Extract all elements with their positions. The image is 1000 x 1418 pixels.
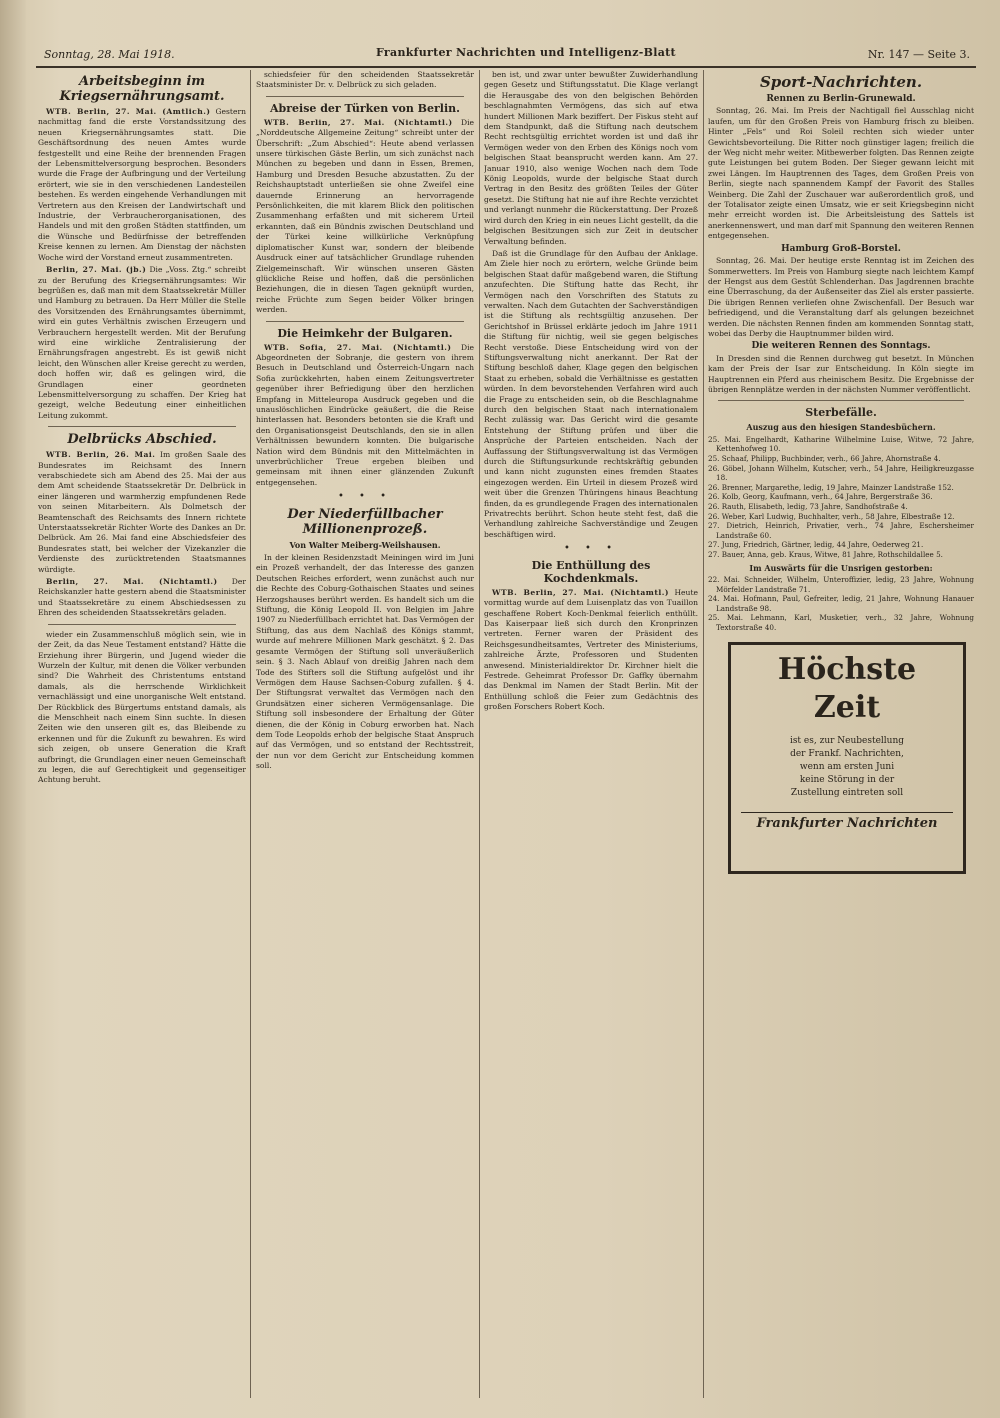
article-title: Arbeitsbeginn im Kriegsernährungsamt.	[59, 74, 225, 104]
section-title: Sterbefälle.	[805, 406, 877, 420]
masthead-page-number: Nr. 147 — Seite 3.	[867, 48, 970, 61]
death-notice-entry: 27. Dietrich, Heinrich, Privatier, verh., 74 Jahre, Eschersheimer Landstraße 60.	[708, 521, 974, 540]
section-ornament: • • •	[563, 543, 619, 555]
article-body	[256, 118, 474, 316]
article-text: schiedsfeier für den scheidenden Staatssekretär Staatsminister Dr. v. Delbrück zu sich geladen.	[256, 70, 474, 90]
article-text: Die „Norddeutsche Allgemeine Zeitung“ schreibt unter der Überschrift: „Zum Abschied“: Heute abend verlassen unsere türkischen Gäste Berlin, um sich zunächst nach München zu begeben und dann in Essen, Bremen, Hamburg und Dresden Besuche abzustatten. Zu der Reichshauptstadt unterließen sie ohne Zweifel eine dauernde Erinnerung an hervorragende Persönlichkeiten, die mit klarem Blick den politischen Zusammenhang erfaßten und mit sicherem Urteil erkannten, daß ein Bündnis zwischen Deutschland und der Türkei keine willkürliche Verknüpfung diplomatischer Kunst war, sondern der bleibende Ausdruck einer auf tatsächlicher Grundlage ruhenden Zielgemeinschaft. Wir wünschen unseren Gästen glückliche Reise und hoffen, daß die persönlichen Beziehungen, die in diesen Tagen geknüpft wurden, reiche Früchte zum Segen beider Völker bringen werden.	[256, 117, 474, 315]
ad-text-line: wenn am ersten Juni	[799, 762, 895, 773]
death-notice-entry: 25. Schaaf, Philipp, Buchbinder, verh., 66 Jahre, Ahornstraße 4.	[708, 453, 941, 463]
masthead-date: Sonntag, 28. Mai 1918.	[44, 48, 175, 61]
article-text: Sonntag, 26. Mai. Der heutige erste Renntag ist im Zeichen des Sommerwetters. Im Preis von Hamburg siegte nach leichtem Kampf der Hengst aus dem Gestüt Schlenderhan. Das Jagdrennen brachte eine Überraschung, da der Außenseiter das Ziel als erster passierte. Die übrigen Rennen verliefen ohne Zwischenfall. Der Besuch war befriedigend, und die Veranstaltung darf als gelungen bezeichnet werden. Die nächsten Rennen finden am kommenden Sonntag statt, wobei das Derby die Hauptnummer bilden wird.	[708, 256, 974, 338]
article-dateline: WTB. Sofia, 27. Mai. (Nichtamtl.)	[264, 342, 452, 352]
masthead-title: Frankfurter Nachrichten und Intelligenz-Blatt	[376, 46, 676, 59]
death-notice-entry: 26. Göbel, Johann Wilhelm, Kutscher, verh., 54 Jahre, Heiligkreuzgasse 18.	[708, 463, 974, 483]
death-notice-entry: 26. Weber, Karl Ludwig, Buchhalter, verh., 58 Jahre, Elbestraße 12.	[708, 511, 955, 521]
article-body	[38, 107, 246, 263]
article-dateline: Berlin, 27. Mai. (Nichtamtl.)	[46, 577, 218, 587]
article-text: Die „Voss. Ztg.“ schreibt zu der Berufung des Kriegsernährungsamtes: Wir begrüßen es, daß man mit dem Staatssekretär Müller und Hamburg zu betrauen. Da Herr Müller die Stelle des Vorsitzenden des Ernährungsamtes übernimmt, wird ein gutes Verhältnis zwischen Erzeugern und Verbrauchern hergestellt werden. Mit der Berufung wird eine wirkliche Zentralisierung der Ernährungsfragen angestrebt. Es ist gewiß nicht leicht, den Wünschen aller Kreise gerecht zu werden, doch hoffen wir, daß es gelingen wird, die Grundlagen einer geordneten Lebensmittelversorgung zu schaffen. Der Krieg hat gezeigt, welche Bedeutung einer einheitlichen Leitung zukommt.	[38, 265, 246, 420]
article-text: In Dresden sind die Rennen durchweg gut besetzt. In München kam der Preis der Isar zur Entscheidung. In Köln siegte im Hauptrennen ein Pferd aus rheinischem Besitz. Die Ergebnisse der übrigen Rennplätze werden in der nächsten Nummer veröffentlicht.	[708, 353, 974, 394]
article-text: Sonntag, 26. Mai. Im Preis der Nachtigall fiel Ausschlag nicht laufen, um für den Großen Preis von Hamburg frisch zu bleiben. Hinter „Fels“ und Roi Soleil rechten sich wieder unter Gewichtsbevorteilung. Die Ritter noch günstiger lagen; freilich die der Weg nicht mehr weiter. Mitbewerber folgten. Das Rennen zeigte gute Leistungen bei gutem Boden. Der Sieger gewann leicht mit zwei Längen. Im Hauptrennen des Tages, dem Großen Preis von Berlin, siegte nach spannendem Kampf der Favorit des Stalles Weinberg. Die Zahl der Zuschauer war außerordentlich groß, und der Totalisator zeigte einen Umsatz, wie er seit Kriegsbeginn nicht mehr erreicht worden ist. Die Arbeitsleistung des Sattels ist anerkennenswert, und man darf mit Spannung den weiteren Rennen entgegensehen.	[708, 106, 974, 241]
column-4	[708, 70, 974, 1398]
page-fold-shadow	[0, 0, 26, 1418]
article-body	[256, 343, 474, 489]
ad-title: Höchste Zeit	[777, 652, 917, 726]
death-notice-entry: 24. Mai. Hofmann, Paul, Gefreiter, ledig, 21 Jahre, Wohnung Hanauer Landstraße 98.	[708, 594, 974, 613]
death-notice-entry: 26. Brenner, Margarethe, ledig, 19 Jahre, Mainzer Landstraße 152.	[708, 482, 954, 492]
article-dateline: WTB. Berlin, 27. Mai. (Nichtamtl.)	[264, 117, 453, 127]
article-title: Abreise der Türken von Berlin.	[270, 101, 460, 115]
section-title: Sport-Nachrichten.	[759, 73, 923, 91]
article-title: Delbrücks Abschied.	[67, 432, 217, 448]
article-text: Daß ist die Grundlage für den Aufbau der Anklage. Am Ziele hier noch zu erörtern, welche Gründe beim belgischen Staat dafür maßgebend waren, die Stiftung anzufechten. Die Stiftung hatte das Recht, ihr Vermögen nach den Vorschriften des Statuts zu verwalten. Nach dem Gutachten der Sachverständigen ist die Stiftung als rechtsgültig anzusehen. Der Gerichtshof in Brüssel erklärte jedoch im Jahre 1911 die Stiftung für nichtig, weil sie gegen belgisches Recht verstoße. Diese Entscheidung wird von der Stiftungsverwaltung nicht anerkannt. Der Rat der Stiftung beschloß daher, Klage gegen den belgischen Staat zu erheben, sobald die Verhältnisse es gestatten würden. In dem bevorstehenden Verfahren wird auch die Frage zu entscheiden sein, ob die Beschlagnahme durch den belgischen Staat nach internationalem Recht zulässig war. Das Gericht wird die gesamte Entstehung der Stiftung prüfen und über die Ansprüche der Parteien entscheiden. Nach der Auffassung der Stiftungsverwaltung ist das Vermögen durch die Stiftungsurkunde rechtskräftig gebunden und kann nicht zugunsten eines fremden Staates eingezogen werden. Ein Urteil in diesem Prozeß wird weit über die Grenzen Thüringens hinaus Beachtung finden, da es grundlegende Fragen des internationalen Privatrechts berührt. Schon heute steht fest, daß die Verhandlung zahlreiche Sachverständige und Zeugen beschäftigen wird.	[484, 248, 698, 539]
ad-text-line: ist es, zur Neubestellung	[789, 736, 905, 747]
article-dateline: WTB. Berlin, 27. Mai. (Amtlich.)	[46, 107, 211, 116]
article-text: In der kleinen Residenzstadt Meiningen wird im Juni ein Prozeß verhandelt, der das Interesse des ganzen Deutschen Reiches erfordert, wenn zunächst auch nur die Rechte des Coburg-Gothaischen Staates und seines Herzogshauses berührt werden. Es handelt sich um die Stiftung, die König Leopold II. von Belgien im Jahre 1907 zu Niederfüllbach errichtet hat. Das Vermögen der Stiftung, das aus dem Nachlaß des Königs stammt, wurde auf mehrere Millionen Mark geschätzt. § 2. Das gesamte Vermögen der Stiftung soll unveräußerlich sein. § 3. Nach Ablauf von dreißig Jahren nach dem Tode des Stifters soll die Stiftung aufgelöst und ihr Vermögen dem Hause Sachsen-Coburg zufallen. § 4. Der Stiftungsrat verwaltet das Vermögen nach den Grundsätzen einer sicheren Vermögensanlage. Die Stiftung soll insbesondere der Erhaltung der Güter dienen, die der König in Coburg erworben hat. Nach dem Tode Leopolds erhob der belgische Staat Anspruch auf das Vermögen, und so entstand der Rechtsstreit, der nun vor dem Gericht zur Entscheidung kommen soll.	[256, 553, 474, 771]
divider	[266, 96, 464, 97]
divider	[266, 321, 464, 322]
column-1	[38, 70, 246, 1398]
masthead	[36, 44, 976, 68]
article-subtitle: Hamburg Groß-Borstel.	[781, 243, 901, 254]
article-title: Die Heimkehr der Bulgaren.	[277, 326, 453, 340]
column-rule	[479, 70, 480, 1398]
article-text: Die Abgeordneten der Sobranje, die gestern von ihrem Besuch in Deutschland und Österreich-Ungarn nach Sofia zurückkehrten, haben einem Zeitungsvertreter gegenüber ihrer Befriedigung über den herzlichen Empfang in Mitteleuropa Ausdruck gegeben und die unauslöschlichen Eindrücke geäußert, die die Reise hinterlassen hat. Besonders betonten sie die Kraft und den Organisationsgeist Deutschlands, den sie in allen Verhältnissen bewundern konnten. Die bulgarische Nation wird dem Bündnis mit den Mittelmächten in unverbrüchlicher Treue ergeben bleiben und gemeinsam mit ihnen einer glänzenden Zukunft entgegensehen.	[256, 342, 474, 487]
subscription-advertisement	[728, 642, 966, 874]
article-body	[38, 265, 246, 421]
column-3	[484, 70, 698, 1398]
death-notice-entry: 27. Jung, Friedrich, Gärtner, ledig, 44 Jahre, Oederweg 21.	[708, 540, 924, 550]
article-dateline: WTB. Berlin, 27. Mai. (Nichtamtl.)	[492, 587, 669, 597]
death-notices-list	[708, 575, 974, 633]
article-title: Der Niederfüllbacher Millionenprozeß.	[287, 506, 443, 537]
column-2	[256, 70, 474, 1398]
article-body	[38, 577, 246, 619]
article-text: Im großen Saale des Bundesrates im Reichsamt des Innern verabschiedete sich am Abend des 25. Mai der aus dem Amt scheidende Staatssekretär Dr. Delbrück in einer längeren und warmherzig empfundenen Rede von seinen Mitarbeitern. Als Dolmetsch der Beamtenschaft des Reichsamts des Innern richtete Unterstaatssekretär Richter Worte des Dankes an Dr. Delbrück. Am 26. Mai fand eine Abschiedsfeier des Bundesrates statt, bei welcher der Vizekanzler die Verdienste des zurücktretenden Staatsmannes würdigte.	[38, 450, 246, 574]
death-notice-entry: 27. Bauer, Anna, geb. Kraus, Witwe, 81 Jahre, Rothschildallee 5.	[708, 549, 943, 559]
ad-text-line: keine Störung in der	[799, 775, 895, 786]
article-body	[484, 588, 698, 713]
article-text: ben ist, und zwar unter bewußter Zuwiderhandlung gegen Gesetz und Stiftungsstatut. Die Klage verlangt die Herausgabe des von den belgischen Behörden beschlagnahmten Vermögens, das sich auf etwa hundert Millionen Mark beziffert. Der Fiskus steht auf dem Standpunkt, daß die Stiftung nach deutschem Recht rechtsgültig errichtet worden ist und daß ihr Vermögen weder von den Erben des Königs noch vom belgischen Staat beansprucht werden kann. Am 27. Januar 1910, also wenige Wochen nach dem Tode König Leopolds, wurde der belgische Staat durch Vertrag in den Besitz des größten Teiles der Güter gesetzt. Die Stiftung hat nie auf ihre Rechte verzichtet und verlangt nunmehr die Rückerstattung. Der Prozeß wird durch den Krieg in ein neues Licht gestellt, da die belgischen Besitzungen sich zur Zeit in deutscher Verwaltung befinden.	[484, 70, 698, 246]
divider	[48, 624, 236, 625]
ad-text-line: Zustellung eintreten soll	[790, 788, 904, 799]
divider	[48, 426, 236, 427]
death-notice-entry: 25. Mai. Engelhardt, Katharine Wilhelmine Luise, Witwe, 72 Jahre, Kettenhofweg 10.	[708, 434, 974, 454]
article-dateline: Berlin, 27. Mai. (jb.)	[46, 265, 147, 275]
death-notice-entry: 25. Mai. Lehmann, Karl, Musketier, verh., 32 Jahre, Wohnung Textorstraße 40.	[708, 613, 974, 632]
death-notice-entry: 26. Kolb, Georg, Kaufmann, verh., 64 Jahre, Bergerstraße 36.	[708, 492, 933, 502]
column-rule	[703, 70, 704, 1398]
section-subtitle: Im Auswärts für die Unsrigen gestorben:	[749, 562, 933, 573]
ad-text-line: der Frankf. Nachrichten,	[790, 749, 904, 760]
divider	[718, 400, 964, 401]
article-text: wieder ein Zusammenschluß möglich sein, wie in der Zeit, da das Neue Testament entstand? Hätte die Erziehung ihrer Bürgerin, und Jugend wieder die Wurzeln der Kultur, mit denen die Völker verbunden sind? Die Wahrheit des Christentums entstand damals, als die herrschende Wirklichkeit vernachlässigt und eine unorganische Welt entstand. Der Rückblick des Bürgertums entstand damals, als die Menschheit nach einem Sinn suchte. In diesen Zeiten wie den unseren gilt es, das Bleibende zu erkennen und für die Zukunft zu bewahren. Es wird sich zeigen, ob unsere Generation die Kraft aufbringt, die Grundlagen einer neuen Gemeinschaft zu legen, die auf Gerechtigkeit und gegenseitiger Achtung beruht.	[38, 629, 246, 785]
article-subtitle: Die weiteren Rennen des Sonntags.	[751, 341, 931, 352]
article-text: Gestern nachmittag fand die erste Vorstandssitzung des neuen Kriegsernährungsamtes statt. Die Geschäftsordnung des neuen Amtes wurde festgestellt und eine Reihe der brennenden Fragen der Lebensmittelversorgung besprochen. Besonders wurde die Frage der Aufbringung und der Verteilung erörtert, wie sie in den verschiedenen Landesteilen bestehen. Es werden eingehende Verhandlungen mit Vertretern aus den Kreisen der Landwirtschaft und Industrie, der Verbraucherorganisationen, des Handels und mit den großen Städten stattfinden, um die Wünsche und Bedürfnisse der betreffenden Kreise kennen zu lernen. Am Dienstag der nächsten Woche wird der Vorstand erneut zusammentreten.	[38, 107, 246, 262]
article-text: Heute vormittag wurde auf dem Luisenplatz das von Tuaillon geschaffene Robert Koch-Denkmal feierlich enthüllt. Das Kaiserpaar ließ sich durch den Kronprinzen vertreten. Ferner waren der Präsident des Reichsgesundheitsamtes, Vertreter des Ministeriums, zahlreiche Ärzte, Professoren und Studenten anwesend. Ministerialdirektor Dr. Kirchner hielt die Festrede. Geheimrat Professor Dr. Gaffky übernahm das Denkmal im Namen der Stadt Berlin. Mit der Enthüllung schloß die Feier zum Gedächtnis des großen Forschers Robert Koch.	[484, 587, 698, 712]
article-dateline: WTB. Berlin, 26. Mai.	[46, 450, 156, 460]
section-subtitle: Auszug aus den hiesigen Standesbüchern.	[746, 422, 936, 433]
death-notice-entry: 22. Mai. Schneider, Wilhelm, Unteroffizier, ledig, 23 Jahre, Wohnung Mörfelder Landstraße 71.	[708, 574, 974, 594]
section-ornament: • • •	[337, 491, 393, 503]
death-notices-list	[708, 435, 974, 560]
death-notice-entry: 26. Rauth, Elisabeth, ledig, 73 Jahre, Sandhofstraße 4.	[708, 501, 908, 511]
article-title: Die Enthüllung des Kochdenkmals.	[531, 558, 651, 585]
article-text: Der Reichskanzler hatte gestern abend die Staatsminister und Staatssekretäre zu einem Abschiedsessen zu Ehren des scheidenden Staatssekretärs geladen.	[38, 577, 246, 618]
article-byline: Von Walter Meiberg-Weilshausen.	[289, 539, 441, 550]
article-body	[38, 450, 246, 575]
article-subtitle: Rennen zu Berlin-Grunewald.	[766, 94, 916, 104]
ad-signature: Frankfurter Nachrichten	[741, 812, 953, 829]
column-rule	[250, 70, 251, 1398]
